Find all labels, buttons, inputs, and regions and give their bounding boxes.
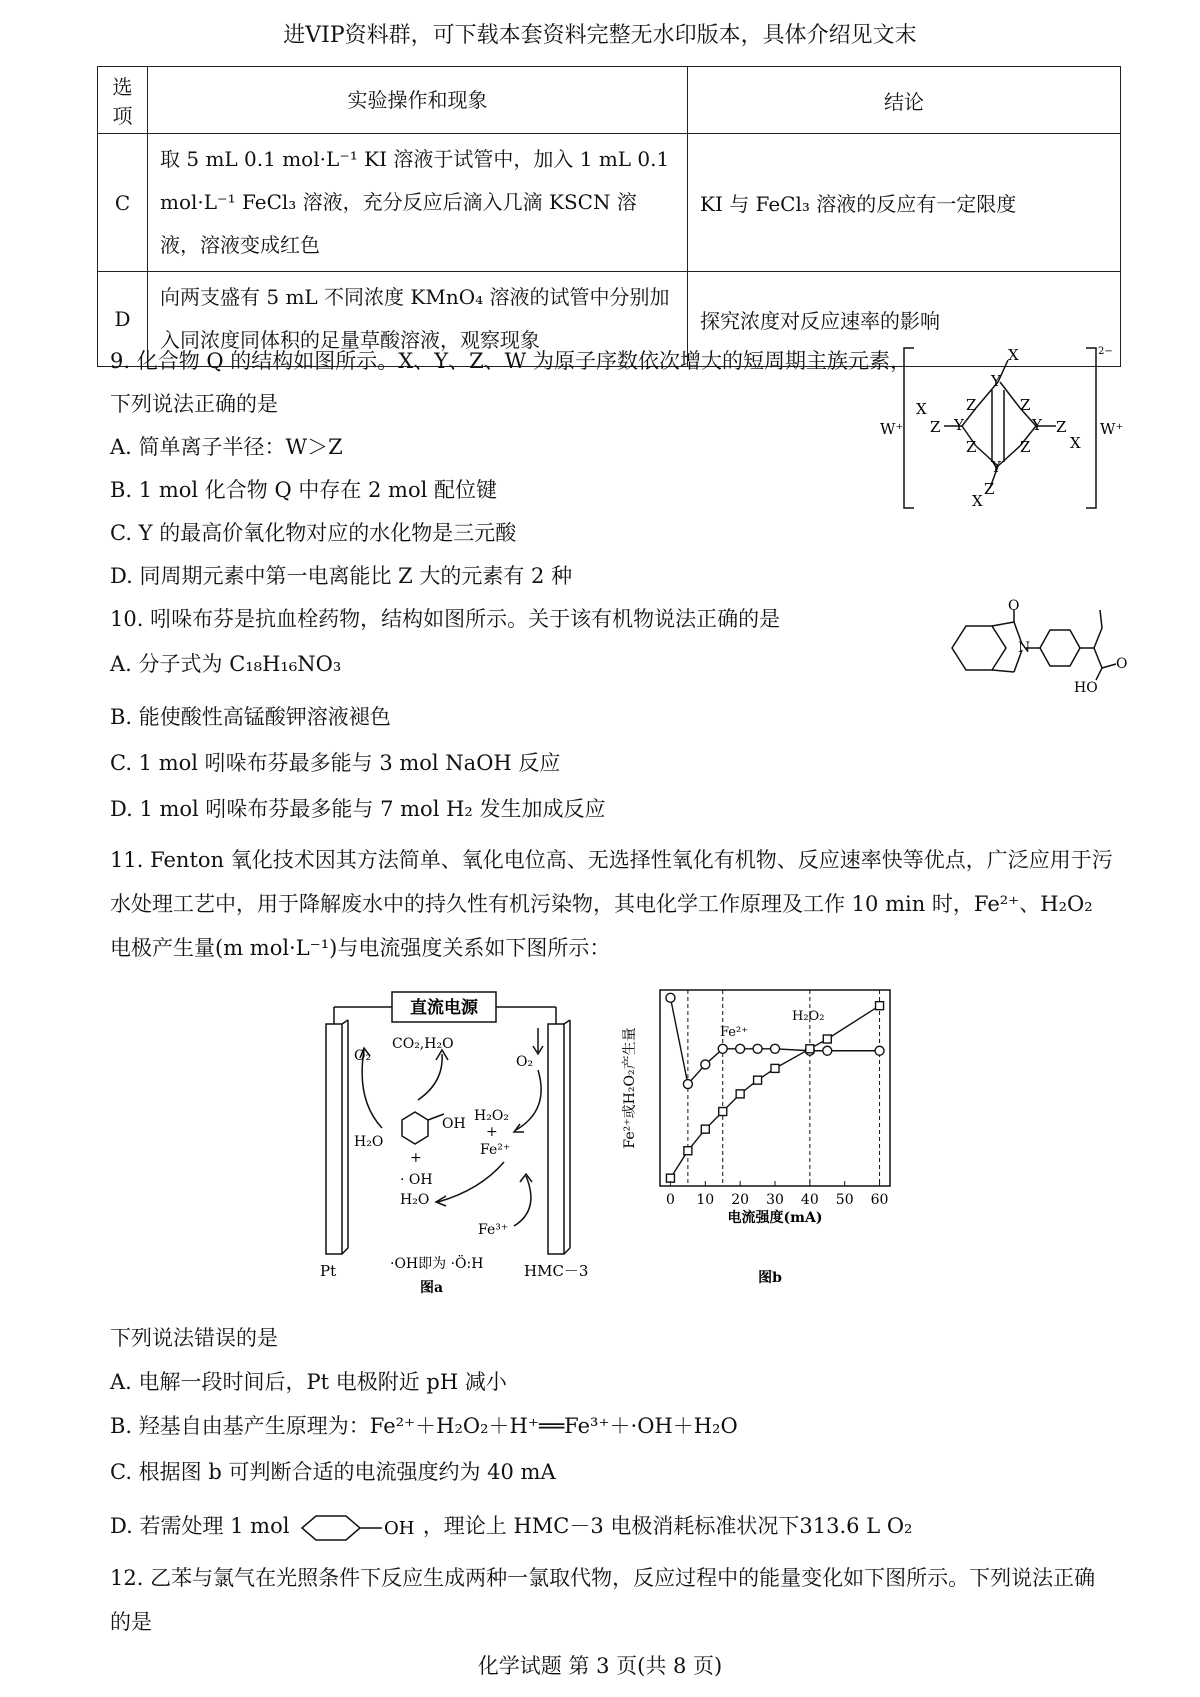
q11-option-d-prefix: D. 若需处理 1 mol [110, 1514, 290, 1538]
data-point-h2o2 [806, 1045, 814, 1053]
table-cell-operation: 取 5 mL 0.1 mol·L⁻¹ KI 溶液于试管中，加入 1 mL 0.1 mol·L⁻¹ FeCl₃ 溶液，充分反应后滴入几滴 KSCN 溶液，溶液变成红色 [148, 134, 688, 272]
q10-option-b: B. 能使酸性高锰酸钾溶液褪色 [110, 705, 391, 729]
hmc3-electrode-label: HMC－3 [524, 1262, 589, 1280]
fig-b-caption: 图b [758, 1270, 782, 1286]
q10-option-c: C. 1 mol 吲哚布芬最多能与 3 mol NaOH 反应 [110, 751, 561, 775]
fe3-label: Fe³⁺ [478, 1222, 509, 1238]
dc-power-label: 直流电源 [410, 998, 478, 1018]
q9-option-d: D. 同周期元素中第一电离能比 Z 大的元素有 2 种 [110, 564, 573, 588]
h2o-left-label: H₂O [354, 1134, 384, 1150]
x-label: X [1070, 434, 1081, 452]
x-axis-label: 电流强度(mA) [727, 1210, 823, 1226]
q10-option-a: A. 分子式为 C₁₈H₁₆NO₃ [110, 652, 342, 676]
x-tick-label: 10 [696, 1192, 715, 1208]
x-tick-label: 50 [835, 1192, 854, 1208]
plot-frame [660, 990, 890, 1186]
q11-option-c: C. 根据图 b 可判断合适的电流强度约为 40 mA [110, 1460, 556, 1484]
hydroxyl-radical-label: · OH [400, 1172, 433, 1188]
data-point-h2o2 [876, 1002, 884, 1010]
anion-charge: 2− [1098, 346, 1113, 357]
q9-structure-figure [880, 338, 1124, 518]
phenol-oh-label: OH [442, 1116, 466, 1132]
q11-stem: 11. Fenton 氧化技术因其方法简单、氧化电位高、无选择性氧化有机物、反应速率快等优点，广泛应用于污水处理工艺中，用于降解废水中的持久性有机污染物，其电化学工作原理及工作 10 min 时，Fe²⁺、H₂O₂ 电极产生量(m mol·L⁻¹)与电流强度关系如下图所示： [110, 848, 1113, 960]
o2-right-label: O₂ [516, 1054, 534, 1070]
data-point-h2o2 [771, 1064, 779, 1072]
table-cell-conclusion: 探究浓度对反应速率的影响 [688, 272, 1121, 367]
plus-sign: + [486, 1124, 498, 1140]
z-label: Z [1020, 396, 1031, 414]
q9-option-c: C. Y 的最高价氧化物对应的水化物是三元酸 [110, 521, 517, 545]
oxygen-label: O [1116, 656, 1128, 672]
data-point-fe2 [666, 993, 675, 1002]
indobufen-structure-figure [948, 600, 1128, 700]
h2o2-label: H₂O₂ [474, 1108, 509, 1124]
q12-stem-2: 的是 [110, 1610, 152, 1634]
table-header-cell: 结论 [688, 67, 1121, 134]
q9-option-b: B. 1 mol 化合物 Q 中存在 2 mol 配位键 [110, 478, 497, 502]
w-cation-right: W⁺ [1100, 420, 1124, 438]
y-label: Y [954, 416, 964, 434]
x-tick-label: 20 [731, 1192, 750, 1208]
z-label: Z [1056, 418, 1067, 436]
data-point-fe2 [875, 1046, 884, 1055]
plus-sign: + [410, 1150, 422, 1166]
data-point-fe2 [736, 1044, 745, 1053]
co2-h2o-label: CO₂,H₂O [392, 1036, 454, 1052]
x-tick-label: 30 [766, 1192, 784, 1208]
w-cation-left: W⁺ [880, 420, 904, 438]
q11-option-d [110, 1510, 912, 1543]
table-header-row [98, 67, 1121, 134]
table-cell-option: C [98, 134, 148, 272]
fe2-label: Fe²⁺ [480, 1142, 511, 1158]
series-line [670, 1006, 879, 1178]
y-label: Y [1032, 416, 1042, 434]
z-label: Z [930, 418, 941, 436]
q10-option-d: D. 1 mol 吲哚布芬最多能与 7 mol H₂ 发生加成反应 [110, 797, 606, 821]
data-point-h2o2 [684, 1147, 692, 1155]
data-point-h2o2 [823, 1035, 831, 1043]
hydroxyl-label: HO [1074, 680, 1098, 696]
q11-option-b: B. 羟基自由基产生原理为：Fe²⁺＋H₂O₂＋H⁺══Fe³⁺＋·OH＋H₂O [110, 1414, 738, 1438]
z-label: Z [966, 438, 977, 456]
q11-option-d-suffix: ，理论上 HMC－3 电极消耗标准状况下313.6 L O₂ [422, 1514, 913, 1538]
phenol-inline-structure [296, 1513, 416, 1543]
y-axis-label: Fe²⁺或H₂O₂产生量 [622, 1027, 638, 1149]
data-point-h2o2 [736, 1090, 744, 1098]
q9-option-a: A. 简单离子半径：W＞Z [110, 435, 343, 459]
x-tick-label: 0 [665, 1192, 675, 1208]
q12-stem: 12. 乙苯与氯气在光照条件下反应生成两种一氯取代物，反应过程中的能量变化如下图所示。下列说法正确 [110, 1566, 1096, 1590]
legend-h2o2: H₂O₂ [792, 1009, 825, 1024]
q11-question: 下列说法错误的是 [110, 1326, 278, 1350]
q9-stem-2: 下列说法正确的是 [110, 392, 278, 416]
x-label: X [972, 492, 983, 510]
x-tick-label: 60 [870, 1192, 889, 1208]
watermark-banner: 进VIP资料群，可下载本套资料完整无水印版本，具体介绍见文末 [283, 23, 917, 48]
data-point-h2o2 [719, 1108, 727, 1116]
fig-a-caption: 图a [420, 1280, 444, 1296]
pt-electrode-label: Pt [320, 1262, 337, 1280]
z-label: Z [966, 396, 977, 414]
data-point-fe2 [753, 1044, 762, 1053]
table-cell-conclusion: KI 与 FeCl₃ 溶液的反应有一定限度 [688, 134, 1121, 272]
data-point-h2o2 [754, 1076, 762, 1084]
data-point-fe2 [718, 1044, 727, 1053]
data-point-fe2 [771, 1044, 780, 1053]
x-tick-label: 40 [800, 1192, 819, 1208]
q9-stem: 9. 化合物 Q 的结构如图所示。X、Y、Z、W 为原子序数依次增大的短周期主族元素， [110, 349, 911, 373]
phenol-oh-label: OH [384, 1517, 415, 1539]
o2-left-label: O₂ [354, 1048, 372, 1064]
hydroxyl-note: ·OH即为 ·Ö:H [390, 1256, 484, 1272]
q11-option-a: A. 电解一段时间后，Pt 电极附近 pH 减小 [110, 1370, 507, 1394]
table-cell-operation: 向两支盛有 5 mL 不同浓度 KMnO₄ 溶液的试管中分别加入同浓度同体积的足量草酸溶液，观察现象 [148, 272, 688, 367]
data-point-fe2 [683, 1080, 692, 1089]
legend-fe2: Fe²⁺ [720, 1025, 749, 1040]
table-cell-option: D [98, 272, 148, 367]
data-point-fe2 [701, 1060, 710, 1069]
page-footer: 化学试题 第 3 页(共 8 页) [477, 1654, 723, 1678]
oxygen-label: O [1008, 598, 1020, 614]
y-label: Y [991, 372, 1001, 390]
fig-a-electrolysis-diagram [320, 990, 640, 1300]
z-label: Z [1020, 438, 1031, 456]
table-row [98, 134, 1121, 272]
nitrogen-label: N [1018, 640, 1031, 656]
table-header-cell: 实验操作和现象 [148, 67, 688, 134]
fig-b-line-chart [620, 980, 910, 1300]
z-label: Z [984, 480, 995, 498]
h2o-mid-label: H₂O [400, 1192, 430, 1208]
experiment-table [97, 66, 1121, 367]
data-point-h2o2 [666, 1174, 674, 1182]
y-label: Y [991, 458, 1001, 476]
data-point-fe2 [823, 1046, 832, 1055]
data-point-h2o2 [701, 1125, 709, 1133]
x-label: X [1008, 346, 1019, 364]
q10-stem: 10. 吲哚布芬是抗血栓药物，结构如图所示。关于该有机物说法正确的是 [110, 607, 781, 631]
table-header-cell: 选项 [98, 67, 148, 134]
x-label: X [916, 400, 927, 418]
